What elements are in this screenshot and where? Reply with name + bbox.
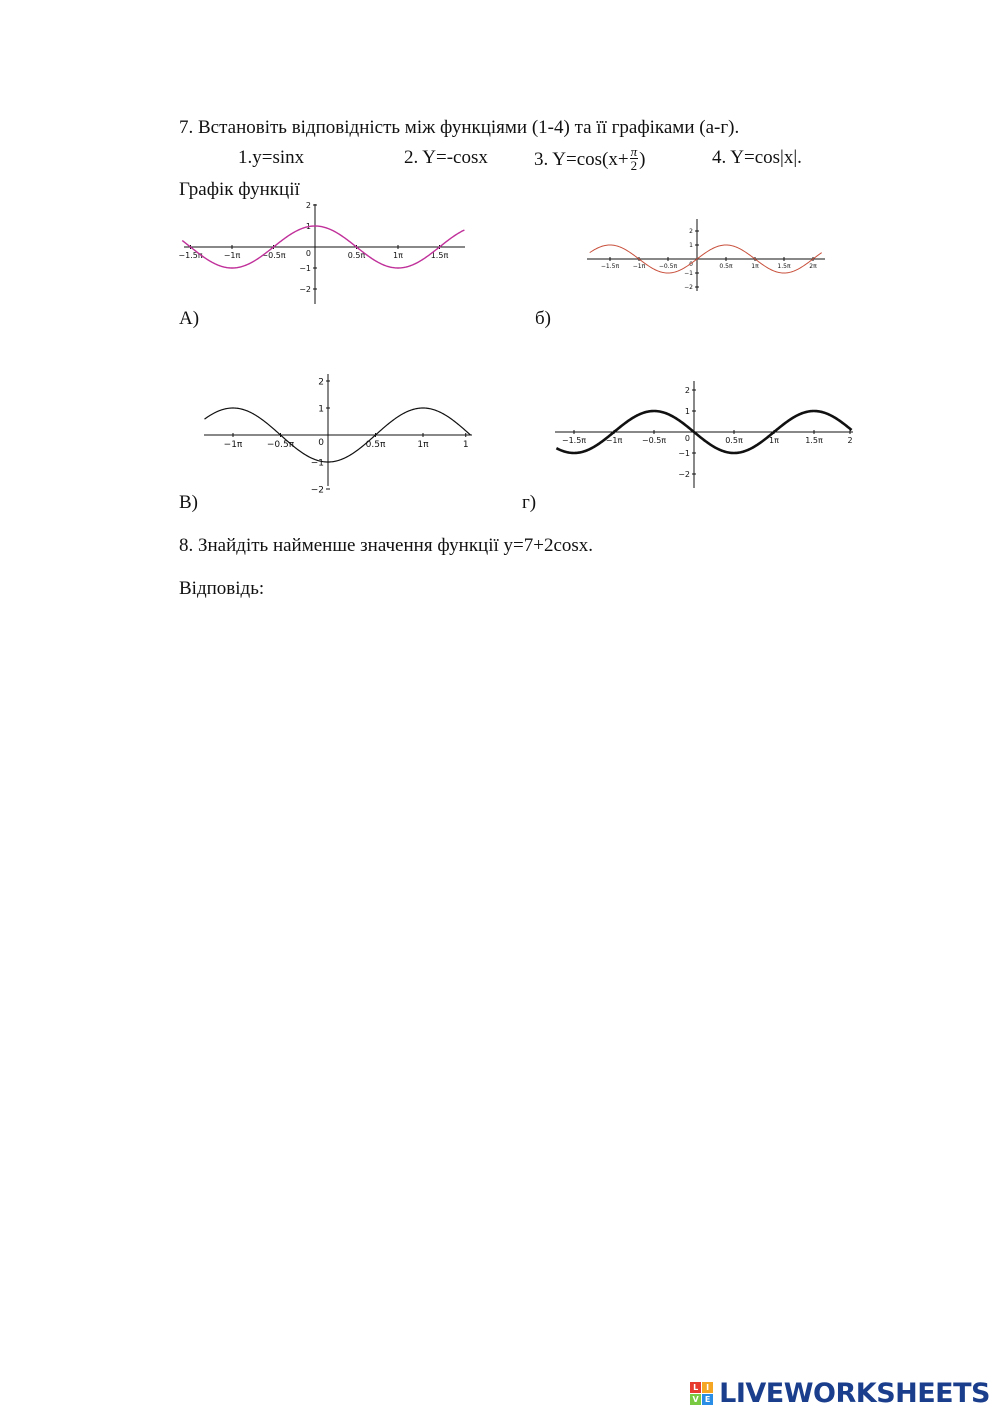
x-tick-label: −1π	[223, 440, 243, 450]
pi-over-2-fraction	[630, 145, 639, 172]
y-tick-label: 1	[684, 407, 690, 416]
graphs-heading: Графік функції	[179, 179, 300, 200]
y-tick-label: 0	[684, 434, 690, 443]
x-tick-label: 1.5π	[777, 263, 791, 270]
y-tick-label: 1	[689, 242, 693, 249]
function-3-prefix: 3. Y=cos(x+	[534, 148, 629, 170]
logo-tile: I	[702, 1382, 713, 1393]
answer-label: Відповідь:	[179, 578, 265, 599]
y-tick-label: −1	[678, 449, 690, 458]
y-tick-label: 2	[305, 201, 311, 210]
x-tick-label: 2π	[809, 263, 817, 270]
x-tick-label: −1π	[223, 251, 241, 260]
y-tick-label: 2	[684, 386, 690, 395]
x-tick-label: −1π	[605, 436, 623, 445]
graph-b-plot	[585, 215, 830, 295]
task7-question: 7. Встановіть відповідність між функціями (1-4) та її графіками (а-г).	[179, 117, 740, 138]
y-tick-label: 0	[318, 438, 324, 448]
x-tick-label: −1.5π	[178, 251, 203, 260]
x-tick-label: −0.5π	[266, 440, 295, 450]
fraction-denominator: 2	[630, 158, 638, 173]
function-1: 1.y=sinx	[238, 147, 305, 168]
function-2: 2. Y=-cosx	[404, 147, 488, 168]
y-tick-label: −2	[299, 285, 311, 294]
y-tick-label: 0	[305, 249, 311, 258]
fraction-numerator: π	[630, 144, 638, 159]
graph-v-plot	[200, 368, 475, 496]
y-tick-label: 0	[689, 261, 693, 268]
x-tick-label: −0.5π	[261, 251, 286, 260]
x-tick-label: −0.5π	[641, 436, 667, 445]
y-tick-label: −1	[310, 458, 324, 469]
logo-tiles-icon	[690, 1382, 713, 1405]
x-tick-label: 2	[847, 436, 853, 445]
x-tick-label: 1.5π	[430, 251, 449, 260]
task8-question: 8. Знайдіть найменше значення функції y=7+2cosx.	[179, 535, 594, 556]
graph-g-label: г)	[522, 492, 537, 513]
logo-tile: E	[702, 1394, 713, 1405]
x-tick-label: −0.5π	[658, 263, 678, 270]
logo-text: LIVEWORKSHEETS	[719, 1378, 990, 1409]
x-tick-label: 1π	[751, 263, 759, 270]
x-tick-label: 1π	[417, 440, 429, 450]
y-tick-label: −2	[684, 284, 693, 291]
function-4: 4. Y=cos|x|.	[712, 147, 802, 168]
x-tick-label: 0.5π	[365, 440, 386, 450]
graph-v	[200, 368, 475, 496]
graph-a	[180, 200, 470, 305]
y-tick-label: −2	[678, 470, 690, 479]
y-tick-label: −2	[310, 485, 324, 496]
x-tick-label: −1π	[632, 263, 646, 270]
x-tick-label: 0.5π	[725, 436, 743, 445]
liveworksheets-logo	[690, 1378, 990, 1409]
x-tick-label: −1.5π	[600, 263, 620, 270]
x-tick-label: −1.5π	[561, 436, 587, 445]
x-tick-label: 1π	[393, 251, 403, 260]
graph-v-label: В)	[179, 492, 198, 513]
x-tick-label: 1π	[769, 436, 779, 445]
x-tick-label: 1	[462, 440, 469, 450]
x-tick-label: 0.5π	[347, 251, 366, 260]
graph-g-plot	[553, 375, 858, 490]
y-tick-label: −1	[684, 270, 693, 277]
graph-b-label: б)	[535, 308, 551, 329]
y-tick-label: −1	[299, 264, 311, 273]
logo-tile: L	[690, 1382, 701, 1393]
y-tick-label: 2	[689, 228, 693, 235]
y-tick-label: 1	[318, 404, 324, 415]
function-3-suffix: )	[639, 148, 646, 170]
graph-b	[585, 215, 830, 295]
logo-tile: V	[690, 1394, 701, 1405]
graph-g	[553, 375, 858, 490]
y-tick-label: 1	[305, 222, 311, 231]
graph-a-label: А)	[179, 308, 200, 329]
graph-a-plot	[180, 200, 470, 305]
function-3	[534, 144, 646, 174]
y-tick-label: 2	[318, 377, 324, 388]
x-tick-label: 0.5π	[719, 263, 733, 270]
x-tick-label: 1.5π	[805, 436, 823, 445]
